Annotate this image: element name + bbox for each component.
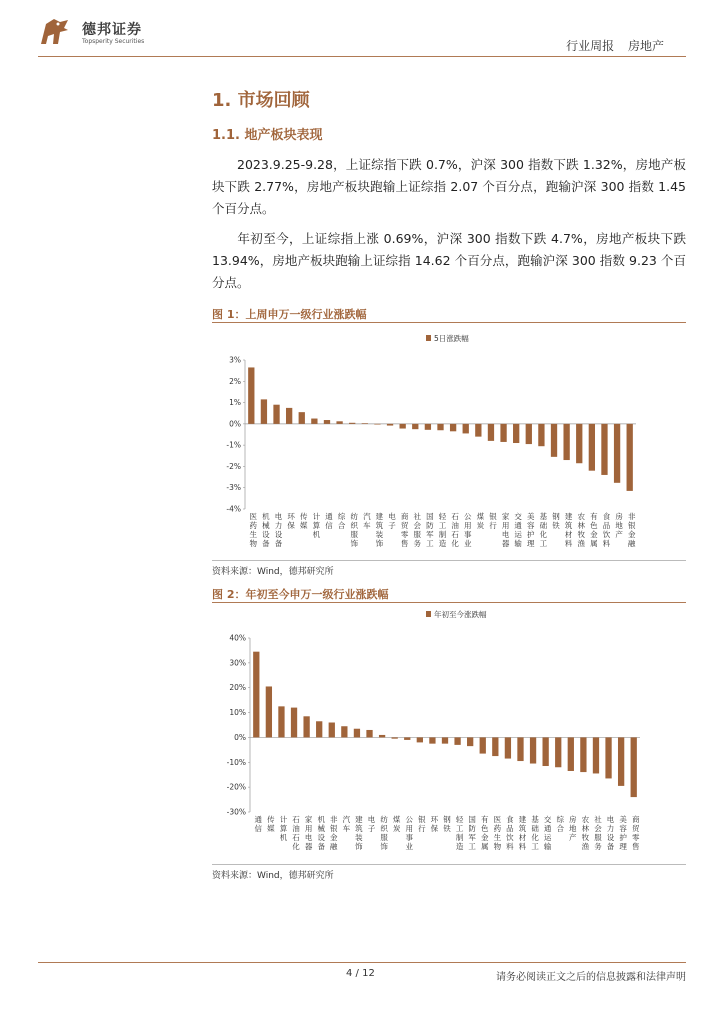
x-category-label: 农林牧渔 [577,512,585,548]
bar-计算机 [311,419,317,424]
paragraph-ytd [212,228,686,294]
company-logo [38,16,148,50]
bar-美容护理 [526,424,532,444]
x-category-label: 通信 [254,815,263,833]
bar-电力设备 [273,405,279,424]
header-divider [38,56,686,57]
bar-汽车 [341,726,347,737]
x-category-label: 公用事业 [463,512,472,548]
y-tick-label: 20% [229,683,246,693]
x-category-label: 食品饮料 [506,815,514,851]
bar-医药生物 [492,737,498,756]
y-tick-label: -1% [226,440,241,450]
x-category-label: 银行 [418,815,426,833]
paragraph-weekly-text: 2023.9.25-9.28，上证综指下跌 0.7%，沪深 300 指数下跌 1.32%，房地产板块下跌 2.77%，房地产板块跑输上证综指 2.07 个百分点，跑输沪深 300 指数 1.45 个百分点。 [212,157,686,216]
bar-交通运输 [513,424,519,443]
industry-name: 房地产 [627,39,664,53]
x-category-label: 传媒 [267,815,275,833]
x-category-label: 交通运输 [543,815,552,851]
y-tick-label: -4% [226,504,241,514]
x-category-label: 纺织服饰 [380,815,388,851]
logo-chinese-name: 德邦证券 [82,22,142,38]
horse-logo-icon [38,16,72,48]
x-category-label: 电力设备 [606,815,615,851]
y-tick-label: -10% [226,757,246,767]
subsection-heading: 1.1. 地产板块表现 [212,128,323,143]
bar-基础化工 [538,424,544,446]
legend-label: 年初至今涨跌幅 [434,610,487,619]
bar-家用电器 [500,424,506,442]
bar-基础化工 [530,737,536,763]
x-category-label: 轻工制造 [455,815,464,851]
bar-银行 [417,737,423,742]
bar-房地产 [614,424,620,483]
paragraph-weekly [212,154,686,220]
bar-国防军工 [425,424,431,430]
bar-传媒 [299,412,305,424]
x-category-label: 钢铁 [443,815,451,833]
x-category-label: 汽车 [363,512,371,530]
x-category-label: 建筑装饰 [355,815,363,851]
report-header [556,37,664,54]
x-category-label: 商贸零售 [400,512,409,548]
legend-label: 5日涨跌幅 [434,334,469,343]
page-number: 4 / 12 [346,968,375,979]
legend-swatch [426,611,431,617]
x-category-label: 建筑装饰 [375,512,384,548]
bar-建筑材料 [563,424,569,460]
x-category-label: 石油石化 [451,512,459,548]
x-category-label: 家用电器 [304,815,313,851]
bar-农林牧渔 [580,737,586,772]
legal-disclaimer: 请务必阅读正文之后的信息披露和法律声明 [496,972,686,983]
x-category-label: 机械设备 [262,512,270,548]
bar-房地产 [568,737,574,771]
chart-legend [426,609,487,619]
y-tick-label: 10% [229,708,246,718]
figure2-source: 资料来源：Wind，德邦研究所 [212,871,334,881]
figure1-bottom-rule [212,560,686,561]
bar-纺织服饰 [379,735,385,737]
bar-电子 [366,730,372,737]
x-category-label: 基础化工 [531,815,539,851]
bar-机械设备 [261,399,267,423]
logo-english-name: Topsperity Securities [82,38,145,45]
bar-传媒 [266,686,272,737]
bar-通信 [253,652,259,738]
bar-煤炭 [392,737,398,738]
x-category-label: 房地产 [569,815,577,842]
x-category-label: 机械设备 [317,815,325,851]
x-category-label: 国防军工 [426,512,434,548]
y-tick-label: 30% [229,658,246,668]
x-category-label: 农林牧渔 [581,815,590,851]
x-category-label: 社会服务 [594,815,602,851]
x-category-label: 房地产 [615,512,623,539]
paragraph-ytd-text: 年初至今，上证综指上涨 0.69%，沪深 300 指数下跌 4.7%，房地产板块下跌 13.94%，房地产板块跑输上证综指 14.62 个百分点，跑输沪深 300 指数 9.23 个百分点。 [212,231,686,290]
bar-商贸零售 [400,424,406,429]
bar-电力设备 [605,737,611,778]
y-tick-label: 0% [234,732,246,742]
x-category-label: 银行 [489,512,497,530]
x-category-label: 煤炭 [476,512,485,530]
bar-银行 [488,424,494,441]
bar-计算机 [278,706,284,737]
bar-煤炭 [475,424,481,437]
x-category-label: 有色金属 [590,512,598,548]
x-category-label: 社会服务 [413,512,422,548]
x-category-label: 家用电器 [501,512,510,548]
y-tick-label: -20% [226,782,246,792]
y-tick-label: 3% [229,355,241,365]
x-category-label: 钢铁 [552,512,560,530]
figure2-bottom-rule [212,864,686,865]
y-tick-label: 2% [229,376,241,386]
x-category-label: 非银金融 [330,815,338,851]
bar-交通运输 [543,737,549,766]
bar-非银金融 [329,723,335,738]
x-category-label: 建筑材料 [564,512,573,548]
y-tick-label: 1% [229,398,241,408]
y-tick-label: 40% [229,633,246,643]
x-category-label: 传媒 [300,512,308,530]
report-type: 行业周报 [566,39,615,53]
bar-公用事业 [404,737,410,739]
bar-农林牧渔 [576,424,582,463]
bar-综合 [555,737,561,767]
chart-legend [426,333,469,343]
x-category-label: 电力设备 [274,512,283,548]
x-category-label: 建筑材料 [518,815,527,851]
figure2-top-rule [212,602,686,603]
chart-weekly-industry-returns [212,325,686,555]
bar-公用事业 [463,424,469,434]
legend-swatch [426,335,431,341]
bar-非银金融 [627,424,633,491]
x-category-label: 电子 [367,815,376,833]
x-category-label: 食品饮料 [602,512,611,548]
bar-钢铁 [442,737,448,743]
bar-食品饮料 [601,424,607,475]
bar-轻工制造 [437,424,443,430]
bar-电子 [387,424,393,426]
bar-美容护理 [618,737,624,785]
bar-石油石化 [291,708,297,738]
x-category-label: 计算机 [312,512,321,539]
figure1-top-rule [212,322,686,323]
x-category-label: 交通运输 [514,512,522,548]
x-category-label: 电子 [388,512,396,530]
x-category-label: 轻工制造 [438,512,447,548]
x-category-label: 医药生物 [493,815,502,851]
bar-纺织服饰 [349,423,355,424]
bar-有色金属 [480,737,486,753]
bar-有色金属 [589,424,595,471]
bar-轻工制造 [454,737,460,744]
x-category-label: 基础化工 [539,512,548,548]
bar-社会服务 [593,737,599,773]
bar-建筑材料 [517,737,523,761]
bar-综合 [336,421,342,424]
x-category-label: 美容护理 [527,512,535,548]
x-category-label: 通信 [325,512,333,530]
y-tick-label: -30% [226,807,246,817]
x-category-label: 有色金属 [480,815,489,851]
bar-汽车 [362,423,368,424]
x-category-label: 纺织服饰 [350,512,358,548]
x-category-label: 汽车 [342,815,351,833]
bar-建筑装饰 [354,729,360,738]
bar-石油石化 [450,424,456,431]
bar-食品饮料 [505,737,511,758]
bar-通信 [324,420,330,424]
bar-建筑装饰 [374,424,380,425]
x-category-label: 环保 [287,512,295,530]
y-tick-label: -3% [226,483,241,493]
bar-家用电器 [303,716,309,737]
x-category-label: 综合 [556,815,564,833]
figure1-title: 图 1：上周申万一级行业涨跌幅 [212,308,367,321]
x-category-label: 公用事业 [405,815,414,851]
bar-机械设备 [316,721,322,737]
x-category-label: 医药生物 [249,512,258,548]
bar-社会服务 [412,424,418,429]
x-category-label: 非银金融 [627,512,636,548]
figure2-title: 图 2：年初至今申万一级行业涨跌幅 [212,588,389,601]
bar-环保 [429,737,435,743]
bar-钢铁 [551,424,557,457]
y-tick-label: 0% [229,419,241,429]
figure1-source: 资料来源：Wind，德邦研究所 [212,567,334,577]
x-category-label: 商贸零售 [631,815,640,851]
x-category-label: 计算机 [279,815,288,842]
x-category-label: 国防军工 [468,815,476,851]
bar-医药生物 [248,367,254,423]
section-heading: 1. 市场回顾 [212,90,310,111]
bar-商贸零售 [631,737,637,797]
chart-ytd-industry-returns [212,605,686,860]
x-category-label: 美容护理 [619,815,627,851]
bar-环保 [286,408,292,424]
x-category-label: 综合 [337,512,346,530]
bar-国防军工 [467,737,473,746]
x-category-label: 石油石化 [292,815,300,851]
x-category-label: 煤炭 [392,815,401,833]
x-category-label: 环保 [430,815,439,833]
footer-divider [38,962,686,963]
y-tick-label: -2% [226,461,241,471]
